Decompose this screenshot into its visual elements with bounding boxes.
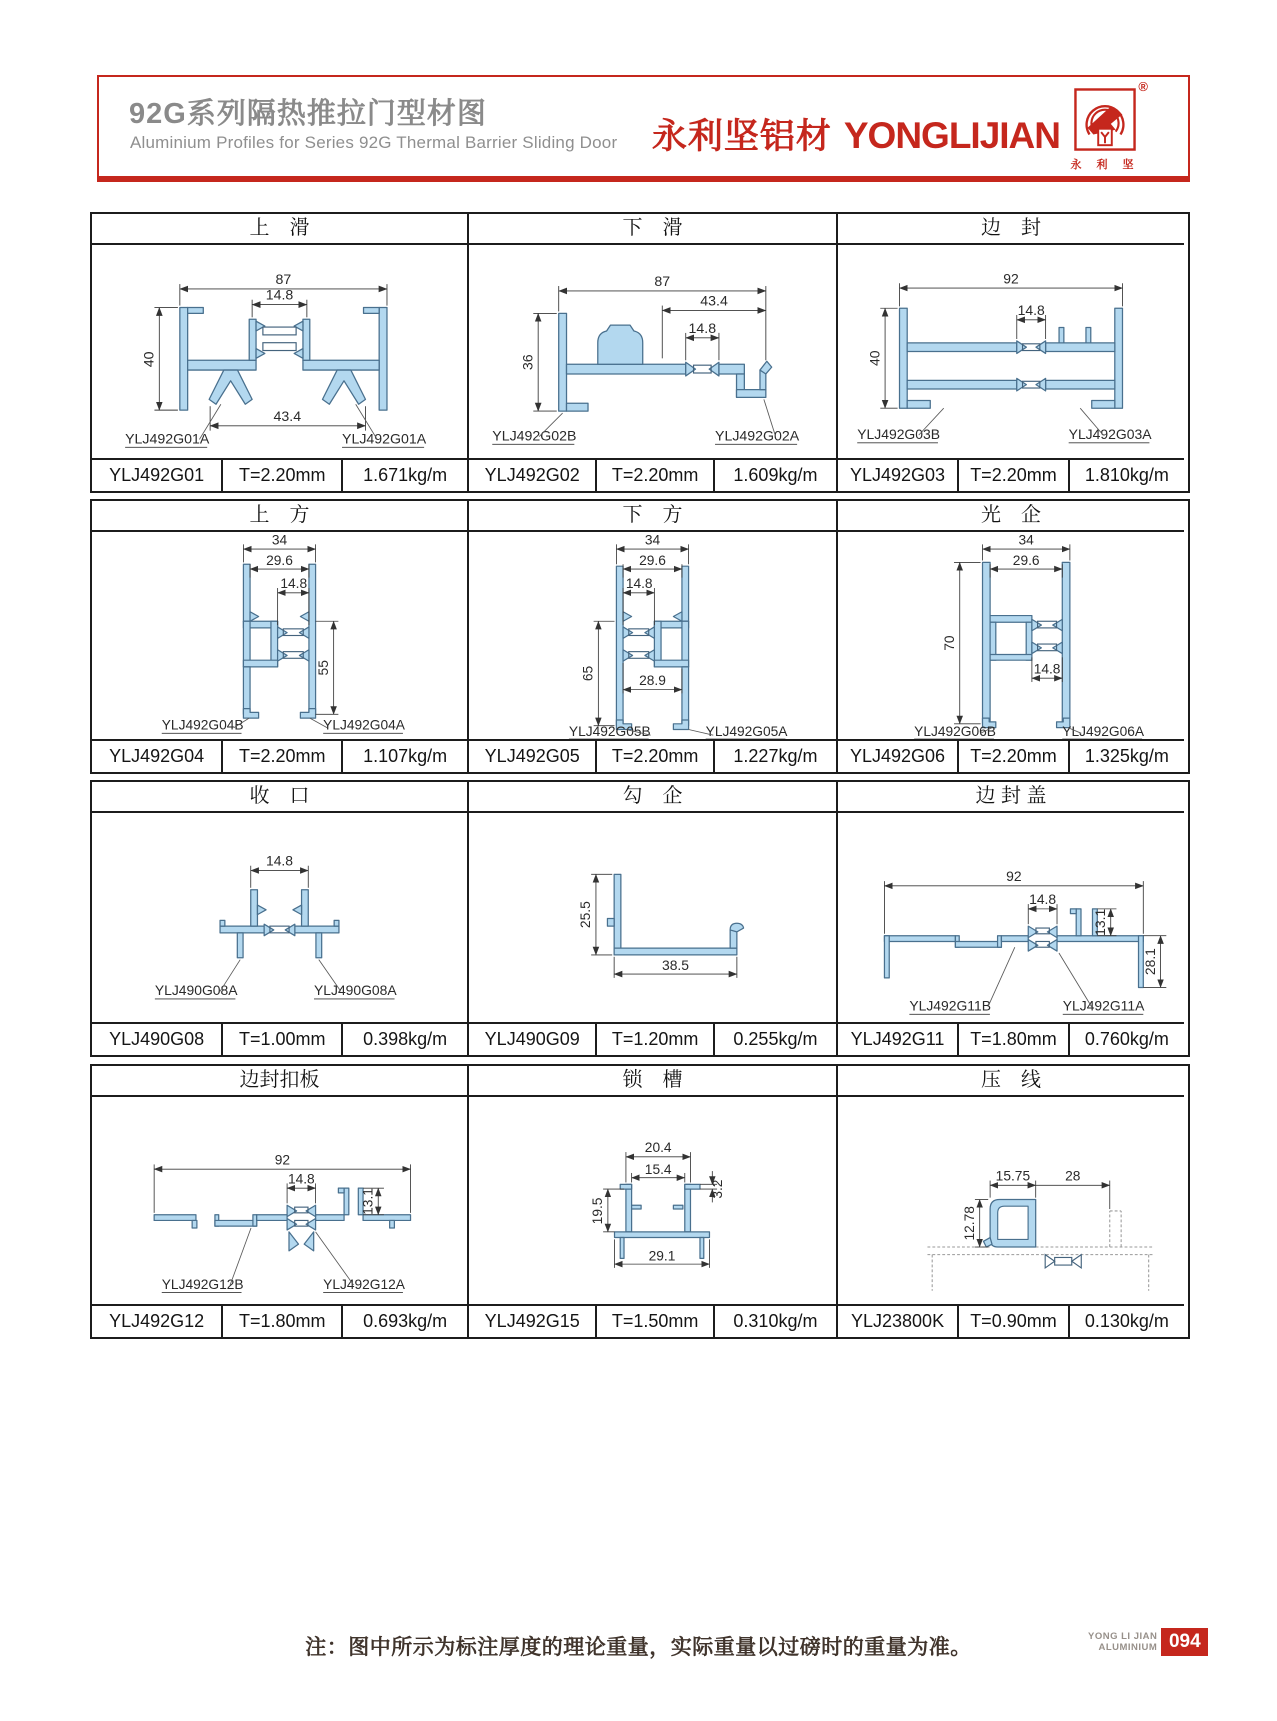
dimension-label: 43.4 [700,293,728,310]
model-number: YLJ490G08 [92,1024,223,1055]
unit-weight: 1.107kg/m [363,746,448,766]
dimension-label: 34 [1018,532,1034,548]
brand-name-cn: 永利坚铝材 [651,117,832,156]
profile-cell-ylj492g05 [469,501,838,772]
profile-drawing-area [838,1097,1184,1304]
page-footer-badge [1088,1628,1208,1656]
profile-drawing-ylj492g06 [838,532,1184,739]
dimension-label: 14.8 [265,287,294,304]
part-label: YLJ492G11A [1062,997,1145,1014]
profile-cell-ylj492g11 [838,782,1184,1055]
dimension-label: 29.6 [266,553,293,569]
profile-shape [983,1200,1035,1247]
profile-row-2 [90,499,1190,774]
part-label: YLJ492G01A [342,431,427,448]
part-label: YLJ492G04B [161,717,244,733]
dimension-label: 34 [271,532,288,548]
wall-thickness: T=2.20mm [223,460,343,491]
part-label: YLJ492G06B [914,724,996,739]
unit-weight: 1.671kg/m [363,465,448,485]
dimension-label: 14.8 [287,1171,315,1187]
profile-cell-ylj492g03 [838,214,1184,491]
profile-info-row [92,458,467,491]
profile-name: 边封扣板 [92,1066,467,1097]
profile-name: 边 封 盖 [838,782,1184,813]
profile-info-row [838,1022,1184,1055]
footer-brand-line2: ALUMINIUM [1098,1642,1158,1653]
profile-shape [615,1184,710,1258]
profile-info-row [92,1022,467,1055]
profile-drawing-area [92,245,467,458]
wall-thickness: T=1.80mm [959,1024,1070,1055]
profile-drawing-area [469,1097,836,1304]
profile-info-row [838,458,1184,491]
profile-drawing-ylj492g05 [469,532,836,739]
footer-note: 注：图中所示为标注厚度的理论重量，实际重量以过磅时的重量为准。 [305,1636,972,1659]
profile-shape [607,874,743,955]
profile-info-row [469,1304,836,1337]
part-label: YLJ492G05B [568,724,651,739]
profile-row-3 [90,780,1190,1057]
profile-name: 光 企 [838,501,1184,532]
wall-thickness: T=2.20mm [223,741,343,772]
model-number: YLJ492G01 [92,460,223,491]
profile-cell-ylj490g09 [469,782,838,1055]
dimensions [154,1152,410,1214]
dimension-label: 14.8 [1017,301,1045,318]
wall-thickness: T=1.00mm [223,1024,343,1055]
profile-cell-ylj492g15 [469,1066,838,1337]
part-label: YLJ492G03A [1068,425,1152,442]
profile-shape [559,313,772,411]
profile-drawing-area [469,813,836,1022]
profile-cell-ylj492g02 [469,214,838,491]
profile-info-row [469,1022,836,1055]
profile-info-row [838,1304,1184,1337]
profile-name: 边 封 [838,214,1184,245]
dimension-label: 12.78 [961,1206,977,1241]
part-label: YLJ492G02B [492,428,577,445]
dimension-label: 14.8 [1033,661,1061,677]
profile-cell-ylj492g12 [92,1066,469,1337]
dimension-label: 70 [942,635,958,651]
footer-brand-line1: YONG LI JIAN [1088,1631,1158,1642]
dimension-label: 15.75 [995,1168,1031,1184]
profile-shape [220,890,339,958]
wall-thickness: T=2.20mm [597,741,714,772]
brand-wordmark [652,109,1060,159]
model-number: YLJ492G05 [469,741,597,772]
dimension-label: 87 [654,274,671,291]
page-header [97,75,1190,182]
wall-thickness: T=0.90mm [959,1306,1070,1337]
dimensions [141,272,387,431]
dimensions [590,1140,725,1268]
profile-shape [900,308,1123,408]
wall-thickness: T=2.20mm [959,741,1070,772]
profile-drawing-ylj490g09 [469,813,836,1022]
wall-thickness: T=2.20mm [959,460,1070,491]
page-title: 92G系列隔热推拉门型材图 [129,98,487,130]
thermal-break-strips [1023,344,1040,388]
model-number: YLJ492G03 [838,460,959,491]
model-number: YLJ23800K [838,1306,959,1337]
profile-drawing-area [92,813,467,1022]
profile-cell-ylj492g04 [92,501,469,772]
profile-drawing-area [838,245,1184,458]
dimension-label: 14.8 [688,320,717,337]
model-number: YLJ492G12 [92,1306,223,1337]
dimension-label: 14.8 [280,576,308,592]
profile-drawing-ylj492g12 [92,1097,467,1304]
profile-drawing-ylj492g03 [838,245,1184,458]
dimension-label: 34 [644,532,661,548]
profile-drawing-ylj490g08 [92,813,467,1022]
profile-name: 下 滑 [469,214,836,245]
unit-weight: 0.760kg/m [1084,1029,1169,1049]
profile-drawing-ylj492g04 [92,532,467,739]
profile-info-row [469,739,836,772]
company-logo-icon [1074,88,1136,152]
profile-info-row [469,458,836,491]
model-number: YLJ492G11 [838,1024,959,1055]
part-label: YLJ492G12A [323,1276,405,1292]
dimension-label: 25.5 [577,901,594,929]
thermal-break-strips [295,1207,308,1226]
profile-cell-ylj492g01 [92,214,469,491]
footer-brand-text [1088,1631,1157,1653]
profile-cell-ylj23800k [838,1066,1184,1337]
unit-weight: 0.310kg/m [733,1311,818,1331]
model-number: YLJ490G09 [469,1024,597,1055]
model-number: YLJ492G04 [92,741,223,772]
dimensions [884,868,1166,987]
profile-name: 收 口 [92,782,467,813]
dimension-label: 55 [315,660,331,676]
brand-name-en: YONGLIJIAN [843,115,1060,156]
dimension-label: 40 [141,351,158,368]
profile-drawing-area [838,532,1184,739]
unit-weight: 0.130kg/m [1084,1311,1169,1331]
part-label: YLJ492G01A [125,431,210,448]
dimension-label: 92 [1006,868,1022,885]
unit-weight: 0.398kg/m [363,1029,448,1049]
thermal-break-strips [694,365,712,373]
profile-name: 上 滑 [92,214,467,245]
profile-drawing-ylj492g11 [838,813,1184,1022]
part-label: YLJ490G08A [154,982,238,999]
model-number: YLJ492G02 [469,460,597,491]
part-label: YLJ492G12B [161,1276,244,1292]
model-number: YLJ492G06 [838,741,959,772]
wall-thickness: T=1.80mm [223,1306,343,1337]
unit-weight: 1.609kg/m [733,465,818,485]
thermal-break-strips [1036,928,1049,947]
part-label: YLJ492G05A [705,724,788,739]
profile-drawing-area [92,532,467,739]
part-label: YLJ492G03B [857,425,941,442]
page-number: 094 [1161,1628,1208,1656]
model-number: YLJ492G15 [469,1306,597,1337]
profile-drawing-ylj492g01 [92,245,467,458]
dimension-label: 65 [580,665,596,682]
dimensions [251,853,309,888]
dimension-label: 15.4 [644,1161,672,1177]
registered-trademark-symbol: ® [1138,79,1148,94]
profile-info-row [838,739,1184,772]
unit-weight: 0.693kg/m [363,1311,448,1331]
part-labels [914,724,1145,739]
profile-info-row [92,1304,467,1337]
dimension-label: 87 [275,272,292,289]
dimension-label: 29.1 [648,1248,676,1264]
part-labels [162,718,406,734]
profile-drawing-area [469,245,836,458]
unit-weight: 1.810kg/m [1084,465,1169,485]
unit-weight: 0.255kg/m [733,1029,818,1049]
dimension-label: 14.8 [1029,891,1057,908]
profile-drawing-ylj23800k [838,1097,1184,1304]
dimensions [577,874,737,978]
part-label: YLJ492G04A [323,717,405,733]
profile-name: 下 方 [469,501,836,532]
dimension-label: 43.4 [273,408,302,425]
part-labels [909,947,1145,1014]
page-subtitle: Aluminium Profiles for Series 92G Thermal Barrier Sliding Door [130,133,618,152]
profile-name: 上 方 [92,501,467,532]
unit-weight: 1.325kg/m [1084,746,1169,766]
wall-thickness: T=2.20mm [597,460,714,491]
dimension-label: 28.9 [639,672,666,688]
dimension-label: 13.1 [1091,908,1108,936]
dimension-label: 28.1 [1141,948,1158,976]
dimension-label: 14.8 [625,576,653,592]
profile-name: 勾 企 [469,782,836,813]
profile-name: 压 线 [838,1066,1184,1097]
profile-row-4 [90,1064,1190,1339]
thermal-break-clip [1045,1255,1081,1268]
dimension-label: 36 [520,354,537,371]
profile-drawing-ylj492g02 [469,245,836,458]
profile-drawing-area [92,1097,467,1304]
dimension-label: 3.2 [709,1179,725,1199]
profile-cell-ylj492g06 [838,501,1184,772]
unit-weight: 1.227kg/m [733,746,818,766]
part-label: YLJ492G11B [909,997,991,1014]
wall-thickness: T=1.20mm [597,1024,714,1055]
dimension-label: 28 [1065,1168,1081,1184]
part-label: YLJ492G06A [1062,724,1145,739]
dimension-label: 13.1 [360,1188,376,1215]
dimension-label: 20.4 [644,1140,672,1156]
wall-thickness: T=1.50mm [597,1306,714,1337]
part-labels [155,960,398,999]
thermal-break-strips [263,327,296,350]
profile-name: 锁 槽 [469,1066,836,1097]
dimension-label: 29.6 [1012,553,1040,569]
dimension-label: 38.5 [661,957,690,974]
part-label: YLJ492G02A [715,428,800,445]
dimension-label: 92 [1003,270,1019,287]
profile-info-row [92,739,467,772]
profile-drawing-area [838,813,1184,1022]
profile-row-1 [90,212,1190,493]
part-label: YLJ490G08A [314,982,397,999]
profile-shape [180,308,387,411]
dimension-label: 29.6 [639,553,666,569]
part-labels [857,408,1152,443]
dimension-label: 19.5 [590,1197,606,1225]
profile-drawing-area [469,532,836,739]
logo-caption: 永 利 坚 [1070,159,1140,171]
dimension-label: 40 [866,350,883,366]
part-labels [162,1228,406,1293]
profile-cell-ylj490g08 [92,782,469,1055]
dimension-label: 92 [274,1152,290,1168]
profile-drawing-ylj492g15 [469,1097,836,1304]
dimension-label: 14.8 [265,852,294,869]
